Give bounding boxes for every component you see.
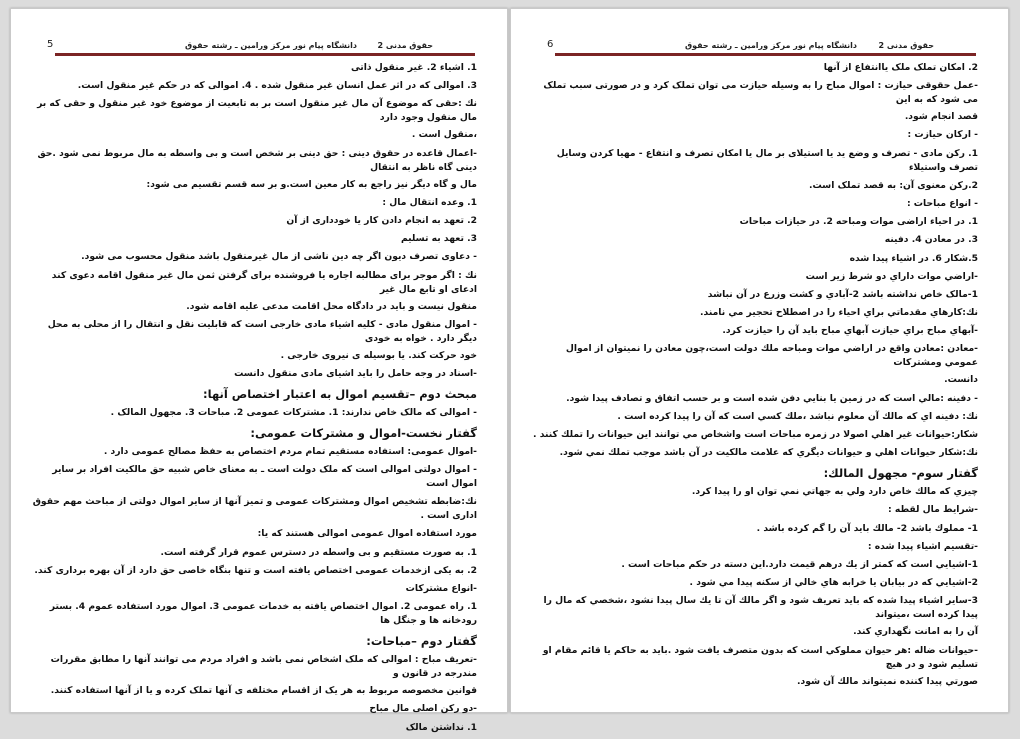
- text-line: نك : اگر موجر برای مطالبه اجاره یا فروشنده برای گرفتن ثمن مال غیر منقول اقامه دعوی کند ادعای او تابع مال غیر: [51, 269, 477, 295]
- text-line: - اموال دولتی اموالی است که ملک دولت است ـ به معنای خاص شبیه حق مالکیت افراد بر سایر اموال است: [52, 464, 477, 490]
- text-line: 1. نداشتن مالک: [405, 721, 477, 733]
- header-course: حقوق مدنی 2: [878, 41, 934, 50]
- text-line: دانست.: [944, 374, 978, 386]
- text-line: آن را به امانت نگهداري كند.: [853, 626, 978, 638]
- text-line: 2. تعهد به انجام دادن کار یا خودداری از آن: [286, 214, 477, 226]
- text-line: -اموال عمومی: استفاده مستقیم تمام مردم اختصاص به حفظ مصالح عمومی دارد .: [103, 445, 477, 457]
- text-line: 1. به صورت مستقیم و بی واسطه در دسترس عموم قرار گرفته است.: [160, 546, 477, 558]
- text-line: 2-اشيايي كه در بيابان يا خرابه هاي خالي از سكنه پيدا مي شود .: [689, 577, 978, 589]
- text-line: - دعاوی تصرف دیون اگر چه دین ناشی از مال غیرمنقول باشد منقول محسوب می شود.: [81, 251, 477, 263]
- text-line: 3. اموالی که در اثر عمل انسان غیر منقول شده . 4. اموالی که در حکم غیر منقول است.: [77, 80, 477, 92]
- text-line: 2. امکان تملک ملک یاانتفاع از آنها: [823, 62, 978, 73]
- text-line: چيزي كه مالك خاص دارد ولي به جهاتي نمي توان او را پيدا كرد.: [691, 486, 978, 498]
- text-line: 1-اشيايي است كه كمتر از يك درهم قيمت دارد.اين دسته در حكم مباحات است .: [621, 558, 978, 570]
- text-line: 1- مملوك باشد 2- مالك بايد آن را گم كرده باشد .: [756, 522, 978, 534]
- text-line: - انواع مباحات :: [906, 197, 978, 209]
- text-line: 1. وعده انتقال مال :: [382, 196, 477, 208]
- document-page-left: [10, 8, 508, 733]
- page-header: [547, 39, 964, 53]
- text-line: 1. رکن مادی - تصرف و وضع ید یا استیلای بر مال یا امکان تصرف و انتفاع - مهیا کردن وسایل تصرف واستیلاء: [556, 147, 978, 173]
- text-line: قوانین مخصوصه مربوط به هر یک از اقسام مختلفه ی آنها تملک کرده و یا از آنها استفاده کنند.: [50, 685, 477, 697]
- header-university: دانشگاه پیام نور مرکز ورامین ـ رشته حقوق: [685, 41, 857, 50]
- text-line: 2.رکن معنوی آن: به قصد تملک است.: [808, 179, 978, 191]
- text-line: قصد انجام شود.: [904, 111, 978, 123]
- text-line: خود حرکت کند. یا بوسیله ی نیروی خارجی .: [280, 349, 477, 361]
- header-course: حقوق مدنی 2: [377, 41, 433, 50]
- text-line: ،منقول است .: [411, 129, 477, 141]
- text-line: - ارکان حیازت :: [907, 129, 978, 141]
- text-line: 1. در احیاء اراضی موات ومباحه 2. در حیازات مباحات: [739, 216, 978, 228]
- text-line: 5.شکار 6. در اشیاء پیدا شده: [849, 252, 978, 264]
- text-line: نك:كارهاي مقدماتي براي احياء را در اصطلاح تحجير مي نامند.: [700, 307, 978, 319]
- page-body: [31, 61, 477, 739]
- text-line: - دفينه :مالي است كه در زمين يا بنايي دفن شده است و بر حسب اتفاق و تصادف پيدا شود.: [566, 392, 978, 404]
- text-line: صورتي پيدا كننده نميتواند مالك آن شود.: [796, 675, 978, 687]
- text-line: 3. تعهد به تسلیم: [400, 233, 477, 245]
- text-line: نك: دفينه اي كه مالك آن معلوم نباشد ،ملك كسي است كه آن را پيدا كرده است .: [617, 410, 978, 422]
- text-line: - اموال منقول مادی - کلیه اشیاء مادی خارجی است که قابلیت نقل و انتقال را از محلی به محل دیگر دارد . خواه به خودی: [47, 318, 477, 344]
- text-line: 3-ساير اشياء پيدا شده كه بايد تعريف شود و اگر مالك آن تا يك سال پيدا نشود ،شخصي كه مال را پيدا كرده است ،ميتواند: [543, 595, 978, 621]
- text-line: مورد استفاده اموال عمومی اموالی هستند که یا:: [257, 528, 477, 540]
- page-number: 6: [547, 39, 554, 50]
- text-line: نك:ضابطه تشخیص اموال ومشترکات عمومی و تمیز آنها از سایر اموال دولتی از مباحث مهم حقوق اداری است .: [32, 496, 477, 522]
- text-line: -تقسيم اشياء پيدا شده :: [867, 540, 978, 552]
- text-line: - اموالی که مالک خاص ندارند: 1. مشترکات عمومی 2. مباحات 3. مجهول المالک .: [110, 406, 477, 418]
- text-line: -انواع مشترکات: [405, 583, 477, 594]
- header-university: دانشگاه پیام نور مرکز ورامین ـ رشته حقوق: [185, 41, 357, 50]
- text-line: -اراضي موات داراي دو شرط زير است: [805, 270, 978, 282]
- section-heading: گفتار دوم –مباحات:: [366, 634, 477, 649]
- text-line: -عمل حقوقی حیازت : اموال مباح را به وسیله حیازت می توان تملک کرد و در صورتی سبب تملک می شود که به این: [543, 80, 978, 106]
- text-line: 1. راه عمومی 2. اموال اختصاص یافته به خدمات عمومی 3. اموال مورد استفاده عموم 4. بستر رودخانه ها و جنگل ها: [49, 601, 477, 627]
- section-heading: مبحث دوم –تقسیم اموال به اعتبار اختصاص آنها:: [203, 386, 477, 401]
- text-line: -اعمال قاعده در حقوق دینی : حق دینی بر شخص است و بی واسطه به مال مربوط نمی شود .حق دینی گاه ناظر به انتقال: [37, 147, 477, 173]
- text-line: -تعریف مباح : اموالی که ملک اشخاص نمی باشد و افراد مردم می توانند آنها را مطابق مقررات مندرجه در قانون و: [50, 654, 477, 680]
- page-body: [531, 61, 978, 693]
- text-line: نك:شكار حيوانات اهلي و حيوانات ديگري كه علامت مالكيت در آن باشد موجب تملك نمي شود.: [559, 447, 978, 459]
- text-line: نك :حقی كه موضوع آن مال غير منقول است بر به تابعيت از موضوع خود غير منقول و حقی كه بر مال منقول وجود دارد: [37, 98, 477, 124]
- text-line: -معادن :معادن واقع در اراضي موات ومباحه ملك دولت است،چون معادن را نميتوان از اموال عمومي ومشتركات: [565, 343, 978, 369]
- page-header: [47, 39, 463, 53]
- text-line: 2. به یکی ازخدمات عمومی اختصاص یافته است و تنها بنگاه خاصی حق دارد از آن بهره برداری کند.: [34, 564, 477, 576]
- section-heading: گفتار سوم- مجهول المالك:: [823, 466, 978, 481]
- text-line: -آبهاي مباح براي حيازت آبهاي مباح بايد آن را حيازت كرد.: [722, 325, 978, 337]
- text-line: 3. در معادن 4. دفینه: [884, 234, 978, 246]
- section-heading: گفتار نخست-اموال و مشترکات عمومی:: [250, 425, 477, 440]
- text-line: -حيوانات ضاله :هر حيوان مملوكي است كه بدون متصرف يافت شود .بايد به حاكم يا قائم مقام او تسليم شود و در هيچ: [542, 644, 978, 670]
- header-rule: [555, 53, 976, 56]
- text-line: منقول نیست و باید در دادگاه محل اقامت مدعی علیه اقامه شود.: [186, 300, 477, 312]
- document-page-right: [510, 8, 1009, 713]
- header-rule: [55, 53, 475, 56]
- page-number: 5: [47, 39, 54, 50]
- text-line: -دو رکن اصلی مال مباح: [369, 703, 477, 715]
- text-line: 1. اشیاء 2. غیر منقول ذاتی: [350, 62, 477, 73]
- text-line: شكار:حيوانات غير اهلي اصولا در زمره مباحات است واشخاص مي توانند اين حيوانات را تملك كنند .: [533, 429, 978, 440]
- text-line: 1-مالک خاص نداشته باشد 2-آبادي و كشت وزرع در آن نباشد: [707, 288, 978, 300]
- text-line: مال و گاه دیگر نیز راجع به کار معین است.و بر سه قسم تقسیم می شود:: [146, 178, 477, 190]
- text-line: -شرايط مال لقطه :: [888, 504, 978, 516]
- text-line: -اسناد در وجه حامل را باید اشیای مادی منقول دانست: [234, 367, 477, 379]
